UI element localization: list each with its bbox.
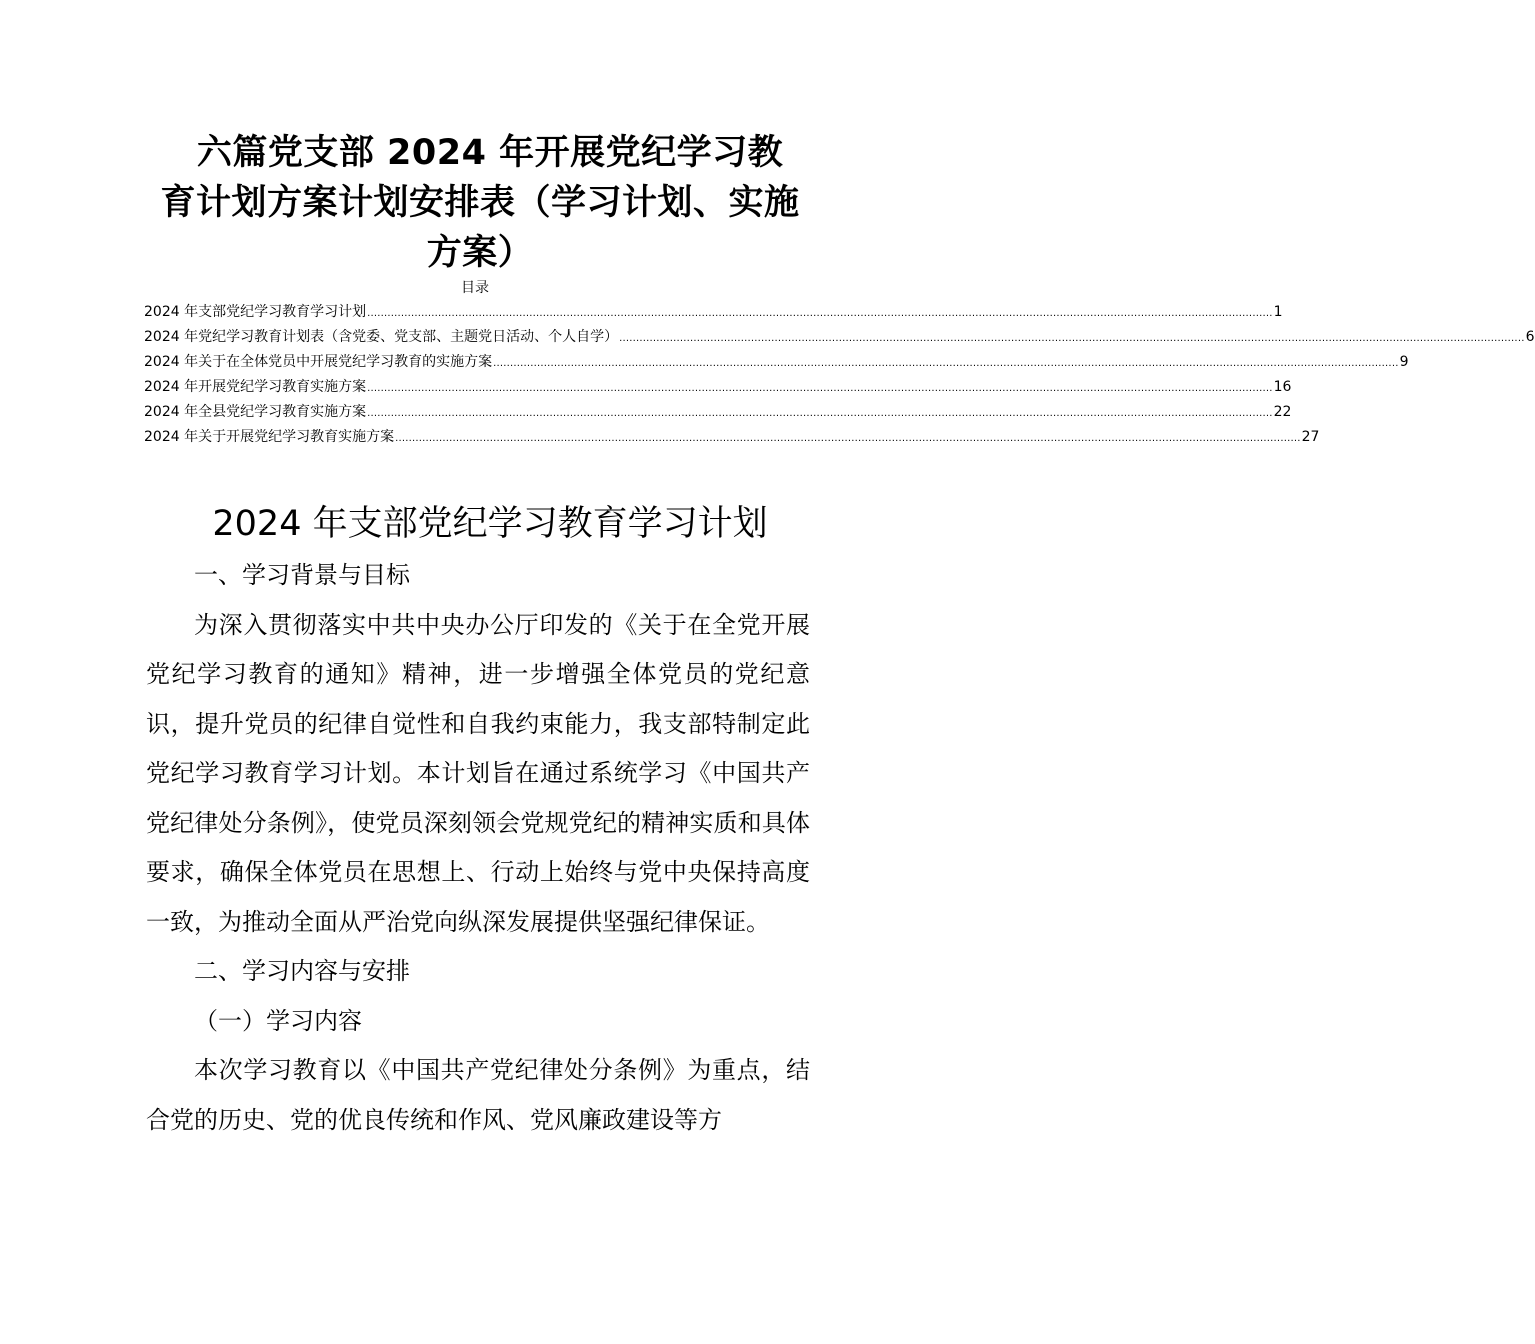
toc-leader-dots: ............................................................................................................................................................................................................................................................................	[493, 358, 1399, 369]
heading-study-content: （一）学习内容	[194, 1006, 362, 1035]
paragraph-study-content: 本次学习教育以《中国共产党纪律处分条例》为重点，结合党的历史、党的优良传统和作风、党风廉政建设等方	[146, 1056, 810, 1134]
toc-entry-page: 22	[1273, 404, 1292, 420]
toc-entry[interactable]	[144, 400, 1292, 425]
toc-entry[interactable]	[144, 300, 1283, 325]
toc-entry-page: 1	[1273, 304, 1283, 320]
toc-entry-page: 27	[1301, 429, 1320, 445]
toc-entry-text: 2024 年开展党纪学习教育实施方案	[144, 379, 367, 395]
toc-entry[interactable]	[144, 325, 1535, 350]
toc-heading: 目录	[461, 280, 489, 296]
toc-leader-dots: ............................................................................................................................................................................................................................................................................	[367, 383, 1273, 394]
toc-entry[interactable]	[144, 375, 1292, 400]
document-title	[140, 128, 820, 278]
toc-entry-text: 2024 年党纪学习教育计划表（含党委、党支部、主题党日活动、个人自学）	[144, 329, 619, 345]
heading-content-arrangement: 二、学习内容与安排	[194, 957, 410, 985]
toc-entry-text: 2024 年全县党纪学习教育实施方案	[144, 404, 367, 420]
title-line-1: 六篇党支部 2024 年开展党纪学习教	[196, 133, 784, 173]
body-text	[146, 551, 810, 1145]
table-of-contents	[144, 300, 1535, 450]
section-title: 2024 年支部党纪学习教育学习计划	[212, 504, 768, 544]
paragraph-background: 为深入贯彻落实中共中央办公厅印发的《关于在全党开展党纪学习教育的通知》精神，进一步增强全体党员的党纪意识，提升党员的纪律自觉性和自我约束能力，我支部特制定此党纪学习教育学习计划。本计划旨在通过系统学习《中国共产党纪律处分条例》，使党员深刻领会党规党纪的精神实质和具体要求，确保全体党员在思想上、行动上始终与党中央保持高度一致，为推动全面从严治党向纵深发展提供坚强纪律保证。	[146, 610, 810, 936]
toc-entry-page: 6	[1525, 329, 1535, 345]
toc-entry-page: 9	[1399, 354, 1409, 370]
toc-entry-text: 2024 年关于开展党纪学习教育实施方案	[144, 429, 395, 445]
heading-background-goals: 一、学习背景与目标	[194, 561, 410, 589]
toc-leader-dots: ............................................................................................................................................................................................................................................................................	[367, 308, 1273, 319]
toc-entry[interactable]	[144, 350, 1409, 375]
title-line-3: 方案）	[426, 233, 534, 273]
toc-leader-dots: ............................................................................................................................................................................................................................................................................	[367, 408, 1273, 419]
toc-entry-text: 2024 年关于在全体党员中开展党纪学习教育的实施方案	[144, 354, 493, 370]
toc-entry-page: 16	[1273, 379, 1292, 395]
toc-entry[interactable]	[144, 425, 1320, 450]
toc-leader-dots: ............................................................................................................................................................................................................................................................................	[619, 333, 1525, 344]
toc-entry-text: 2024 年支部党纪学习教育学习计划	[144, 304, 367, 320]
toc-leader-dots: ............................................................................................................................................................................................................................................................................	[395, 433, 1301, 444]
title-line-2: 育计划方案计划安排表（学习计划、实施	[160, 183, 800, 223]
